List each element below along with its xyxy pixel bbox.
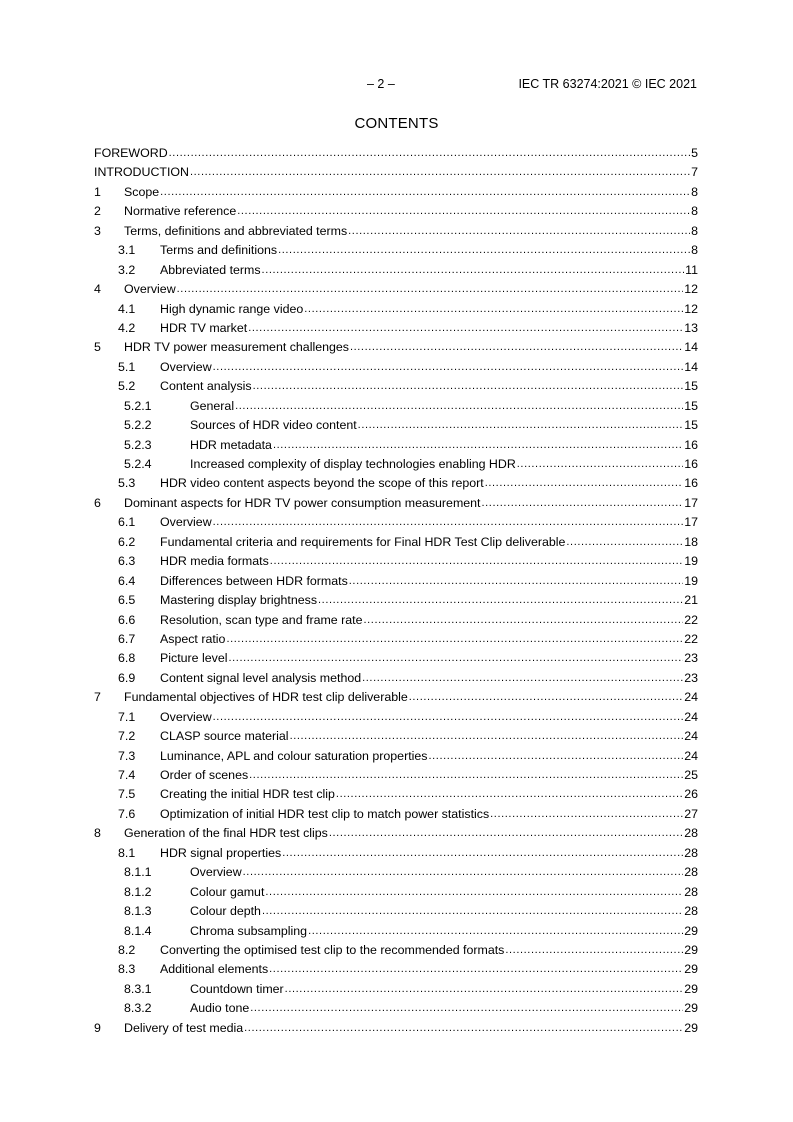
dot-leader: [235, 398, 683, 414]
toc-entry-page: 19: [684, 573, 698, 588]
toc-entry[interactable]: [94, 749, 698, 768]
dot-leader: [177, 281, 684, 297]
toc-entry-page: 7: [691, 165, 698, 180]
toc-entry-page: 24: [684, 748, 698, 763]
toc-entry-title: Increased complexity of display technologies enabling HDR: [190, 457, 516, 471]
toc-entry[interactable]: [94, 340, 698, 359]
toc-entry[interactable]: [94, 243, 698, 262]
toc-entry-number: 5.2.2: [124, 418, 152, 433]
toc-entry[interactable]: [94, 632, 698, 651]
toc-entry[interactable]: [94, 496, 698, 515]
toc-entry-title: Dominant aspects for HDR TV power consumption measurement: [124, 495, 481, 510]
toc-entry-number: 4.2: [118, 320, 136, 335]
toc-entry-title: Optimization of initial HDR test clip to match power statistics: [160, 806, 490, 821]
dot-leader: [190, 164, 690, 180]
toc-entry-number: 1: [94, 184, 101, 199]
toc-entry[interactable]: [94, 438, 698, 457]
toc-entry-title: Chroma subsampling: [190, 923, 308, 938]
toc-entry-number: 4.1: [118, 301, 136, 316]
toc-entry-number: 5.1: [118, 359, 136, 374]
toc-entry[interactable]: [94, 1021, 698, 1040]
toc-entry-title: Colour depth: [190, 904, 261, 919]
toc-entry-page: 11: [685, 262, 698, 277]
toc-entry[interactable]: [94, 807, 698, 826]
dot-leader: [269, 961, 683, 977]
toc-entry[interactable]: [94, 613, 698, 632]
toc-entry-page: 16: [684, 457, 698, 471]
dot-leader: [348, 223, 690, 239]
dot-leader: [517, 456, 683, 472]
toc-entry[interactable]: [94, 282, 698, 301]
toc-entry-title: Content signal level analysis method: [160, 670, 362, 685]
toc-title: CONTENTS: [354, 115, 439, 132]
toc-entry-title: Overview: [160, 709, 212, 724]
toc-entry-title: Differences between HDR formats: [160, 573, 348, 588]
toc-entry-number: 7.4: [118, 768, 136, 782]
toc-entry-title: HDR media formats: [160, 554, 269, 569]
toc-entry-page: 28: [684, 865, 698, 880]
toc-entry-title: Terms, definitions and abbreviated terms: [124, 223, 348, 238]
toc-entry[interactable]: [94, 476, 698, 495]
dot-leader: [270, 553, 683, 569]
dot-leader: [428, 748, 683, 764]
toc-entry[interactable]: [94, 924, 698, 943]
toc-entry-number: 7.3: [118, 748, 136, 763]
dot-leader: [350, 339, 683, 355]
toc-entry-number: 8: [94, 826, 101, 841]
toc-entry[interactable]: [94, 263, 698, 282]
toc-entry-page: 29: [684, 1020, 698, 1035]
toc-entry-page: 28: [684, 904, 698, 919]
toc-entry[interactable]: [94, 846, 698, 865]
toc-entry-title: HDR TV power measurement challenges: [124, 340, 349, 355]
toc-entry-title: Additional elements: [160, 962, 269, 977]
toc-entry[interactable]: [94, 302, 698, 321]
toc-entry-title: HDR metadata: [190, 437, 272, 452]
toc-entry-number: 3.1: [118, 243, 136, 258]
toc-entry-title: HDR TV market: [160, 320, 248, 335]
dot-leader: [213, 514, 684, 530]
toc-entry-number: 5: [94, 340, 101, 355]
toc-entry[interactable]: [94, 185, 698, 204]
toc-entry[interactable]: [94, 379, 698, 398]
toc-entry[interactable]: [94, 554, 698, 573]
toc-entry-number: 8.2: [118, 942, 136, 957]
toc-entry-number: 5.2.3: [124, 437, 152, 452]
toc-entry-title: HDR video content aspects beyond the scope of this report: [160, 476, 484, 491]
toc-entry-title: Picture level: [160, 651, 228, 666]
toc-entry-title: High dynamic range video: [160, 301, 304, 316]
toc-entry[interactable]: [94, 962, 698, 981]
toc-entry-page: 15: [684, 379, 698, 394]
dot-leader: [566, 534, 683, 550]
dot-leader: [244, 1020, 683, 1036]
dot-leader: [169, 145, 690, 161]
toc-entry-number: 9: [94, 1020, 101, 1035]
toc-entry[interactable]: [94, 787, 698, 806]
toc-entry-title: CLASP source material: [160, 729, 289, 744]
toc-entry-title: Normative reference: [124, 204, 237, 219]
toc-entry[interactable]: [94, 982, 698, 1001]
toc-entry-number: 8.1.2: [124, 884, 152, 899]
toc-entry-page: 12: [684, 301, 698, 316]
toc-entry-title: Scope: [124, 184, 160, 199]
toc-entry-title: Overview: [160, 515, 212, 530]
toc-entry-title: Mastering display brightness: [160, 593, 318, 608]
toc-entry-title: Delivery of test media: [124, 1020, 244, 1035]
dot-leader: [249, 767, 683, 783]
dot-leader: [253, 378, 684, 394]
toc-entry-page: 15: [684, 398, 698, 413]
toc-entry-number: 6.5: [118, 593, 136, 608]
toc-entry-title: Overview: [190, 865, 242, 880]
toc-entry-number: 8.1.1: [124, 865, 152, 880]
dot-leader: [409, 689, 683, 705]
toc-entry-number: 6.7: [118, 631, 136, 646]
toc-entry-number: 7.5: [118, 787, 136, 802]
toc-entry[interactable]: [94, 165, 698, 184]
toc-entry[interactable]: [94, 321, 698, 340]
toc-entry[interactable]: [94, 904, 698, 923]
toc-entry-page: 26: [684, 787, 698, 802]
toc-entry-number: 6.6: [118, 612, 136, 627]
toc-entry-number: 8.1: [118, 845, 136, 860]
toc-entry-title: Terms and definitions: [160, 243, 278, 258]
toc-entry-title: Overview: [124, 282, 176, 297]
toc-entry-page: 14: [684, 359, 698, 374]
dot-leader: [362, 670, 683, 686]
toc-entry-title: Order of scenes: [160, 768, 249, 782]
toc-entry-page: 19: [684, 554, 698, 569]
dot-leader: [336, 786, 683, 802]
toc-entry-number: 8.3.2: [124, 1001, 152, 1016]
toc-entry-page: 17: [684, 515, 698, 530]
toc-entry[interactable]: [94, 535, 698, 554]
toc-entry-page: 8: [691, 243, 698, 258]
toc-entry-number: 8.1.4: [124, 923, 152, 938]
toc-entry[interactable]: [94, 710, 698, 729]
dot-leader: [226, 631, 683, 647]
toc-entry-number: 6: [94, 495, 101, 510]
toc-entry-number: 6.3: [118, 554, 136, 569]
dot-leader: [282, 845, 683, 861]
dot-leader: [358, 417, 684, 433]
toc-entry-number: 8.1.3: [124, 904, 152, 919]
dot-leader: [290, 728, 684, 744]
toc-entry-title: Luminance, APL and colour saturation properties: [160, 748, 428, 763]
dot-leader: [490, 806, 683, 822]
toc-entry[interactable]: [94, 768, 698, 787]
toc-entry-page: 13: [684, 320, 698, 335]
toc-entry-title: Generation of the final HDR test clips: [124, 826, 328, 841]
toc-entry-number: 5.2.1: [124, 398, 152, 413]
toc-entry-page: 29: [684, 962, 698, 977]
toc-entry-number: 5.2.4: [124, 457, 152, 471]
toc-entry-page: 5: [691, 146, 698, 160]
dot-leader: [229, 650, 684, 666]
toc-entry-number: 6.9: [118, 670, 136, 685]
toc-entry-number: 4: [94, 282, 101, 297]
toc-entry-number: 2: [94, 204, 101, 219]
toc-entry-page: 17: [684, 495, 698, 510]
dot-leader: [285, 981, 684, 997]
dot-leader: [505, 942, 683, 958]
toc-entry-number: 6.1: [118, 515, 136, 530]
toc-entry[interactable]: [94, 826, 698, 845]
toc-entry-number: 8.3.1: [124, 981, 152, 996]
toc-entry[interactable]: [94, 418, 698, 437]
toc-entry-number: 7.6: [118, 806, 136, 821]
page-number: – 2 –: [367, 77, 395, 91]
toc-entry-page: 15: [684, 418, 698, 433]
toc-entry-title: Fundamental criteria and requirements for Final HDR Test Clip deliverable: [160, 534, 566, 549]
toc-entry-page: 8: [691, 184, 698, 199]
toc-entry-number: 5.2: [118, 379, 136, 394]
toc-entry-page: 14: [684, 340, 698, 355]
toc-entry[interactable]: [94, 360, 698, 379]
toc-entry[interactable]: [94, 885, 698, 904]
dot-leader: [318, 592, 683, 608]
toc-entry[interactable]: [94, 651, 698, 670]
toc-entry-title: Abbreviated terms: [160, 262, 261, 277]
toc-entry-page: 29: [684, 981, 698, 996]
dot-leader: [308, 923, 683, 939]
toc-entry-title: Colour gamut: [190, 884, 265, 899]
dot-leader: [248, 320, 683, 336]
toc-entry-page: 8: [691, 204, 698, 219]
toc-entry-number: 8.3: [118, 962, 136, 977]
toc-entry[interactable]: [94, 729, 698, 748]
toc-entry-number: 3: [94, 223, 101, 238]
toc-entry-number: 7: [94, 690, 101, 705]
toc-entry-number: 6.4: [118, 573, 136, 588]
toc-entry[interactable]: [94, 943, 698, 962]
dot-leader: [213, 709, 684, 725]
toc-entry[interactable]: [94, 1001, 698, 1020]
toc-entry-title: Sources of HDR video content: [190, 418, 357, 433]
toc-entry-title: FOREWORD: [94, 146, 168, 160]
toc-entry-page: 16: [684, 476, 698, 491]
toc-entry-page: 24: [684, 690, 698, 705]
dot-leader: [273, 437, 683, 453]
toc-entry-title: HDR signal properties: [160, 845, 282, 860]
toc-entry-page: 29: [684, 942, 698, 957]
toc-entry-page: 29: [684, 1001, 698, 1016]
toc-entry[interactable]: [94, 865, 698, 884]
toc-entry-page: 12: [684, 282, 698, 297]
dot-leader: [262, 262, 685, 278]
toc-entry[interactable]: [94, 146, 698, 165]
dot-leader: [160, 184, 690, 200]
dot-leader: [250, 1000, 683, 1016]
toc-entry[interactable]: [94, 457, 698, 476]
dot-leader: [349, 573, 683, 589]
toc-entry-title: Audio tone: [190, 1001, 250, 1016]
toc-entry-page: 16: [684, 437, 698, 452]
toc-entry-number: 7.1: [118, 709, 136, 724]
toc-entry-page: 24: [684, 729, 698, 744]
toc-entry-page: 23: [684, 670, 698, 685]
toc-entry-title: Creating the initial HDR test clip: [160, 787, 335, 802]
dot-leader: [213, 359, 684, 375]
dot-leader: [485, 475, 683, 491]
toc-entry-title: Resolution, scan type and frame rate: [160, 612, 363, 627]
dot-leader: [243, 864, 684, 880]
toc-entry-page: 28: [684, 826, 698, 841]
toc-entry-page: 8: [691, 223, 698, 238]
toc-entry[interactable]: [94, 204, 698, 223]
toc-entry-title: Fundamental objectives of HDR test clip deliverable: [124, 690, 408, 705]
toc-entry[interactable]: [94, 671, 698, 690]
dot-leader: [329, 825, 683, 841]
toc-entry-title: INTRODUCTION: [94, 165, 189, 180]
toc-entry-page: 21: [684, 593, 698, 608]
dot-leader: [265, 884, 683, 900]
toc-entry-number: 6.8: [118, 651, 136, 666]
dot-leader: [237, 203, 690, 219]
toc-entry-title: Aspect ratio: [160, 631, 226, 646]
toc-entry-page: 23: [684, 651, 698, 666]
toc-entry[interactable]: [94, 515, 698, 534]
table-of-contents: [94, 146, 698, 1040]
toc-entry-title: Converting the optimised test clip to the recommended formats: [160, 942, 505, 957]
toc-entry-page: 24: [684, 709, 698, 724]
toc-entry-page: 29: [684, 923, 698, 938]
dot-leader: [304, 301, 683, 317]
toc-entry-page: 27: [684, 806, 698, 821]
toc-entry-page: 18: [684, 534, 698, 549]
toc-entry-number: 5.3: [118, 476, 136, 491]
toc-entry[interactable]: [94, 690, 698, 709]
toc-entry[interactable]: [94, 224, 698, 243]
toc-entry-title: Overview: [160, 359, 212, 374]
dot-leader: [364, 612, 684, 628]
toc-entry-number: 6.2: [118, 534, 136, 549]
dot-leader: [262, 903, 683, 919]
toc-entry-page: 25: [684, 768, 698, 782]
dot-leader: [482, 495, 684, 511]
page-header: [0, 77, 793, 93]
toc-entry-page: 22: [684, 631, 698, 646]
toc-entry-page: 28: [684, 884, 698, 899]
toc-entry[interactable]: [94, 574, 698, 593]
toc-entry[interactable]: [94, 593, 698, 612]
dot-leader: [278, 242, 690, 258]
toc-entry-number: 7.2: [118, 729, 136, 744]
toc-entry-title: Content analysis: [160, 379, 252, 394]
document-reference: IEC TR 63274:2021 © IEC 2021: [518, 77, 697, 91]
toc-entry-title: Countdown timer: [190, 981, 284, 996]
toc-entry-page: 28: [684, 845, 698, 860]
toc-entry-page: 22: [684, 612, 698, 627]
toc-entry[interactable]: [94, 399, 698, 418]
toc-entry-number: 3.2: [118, 262, 136, 277]
toc-entry-title: General: [190, 398, 235, 413]
